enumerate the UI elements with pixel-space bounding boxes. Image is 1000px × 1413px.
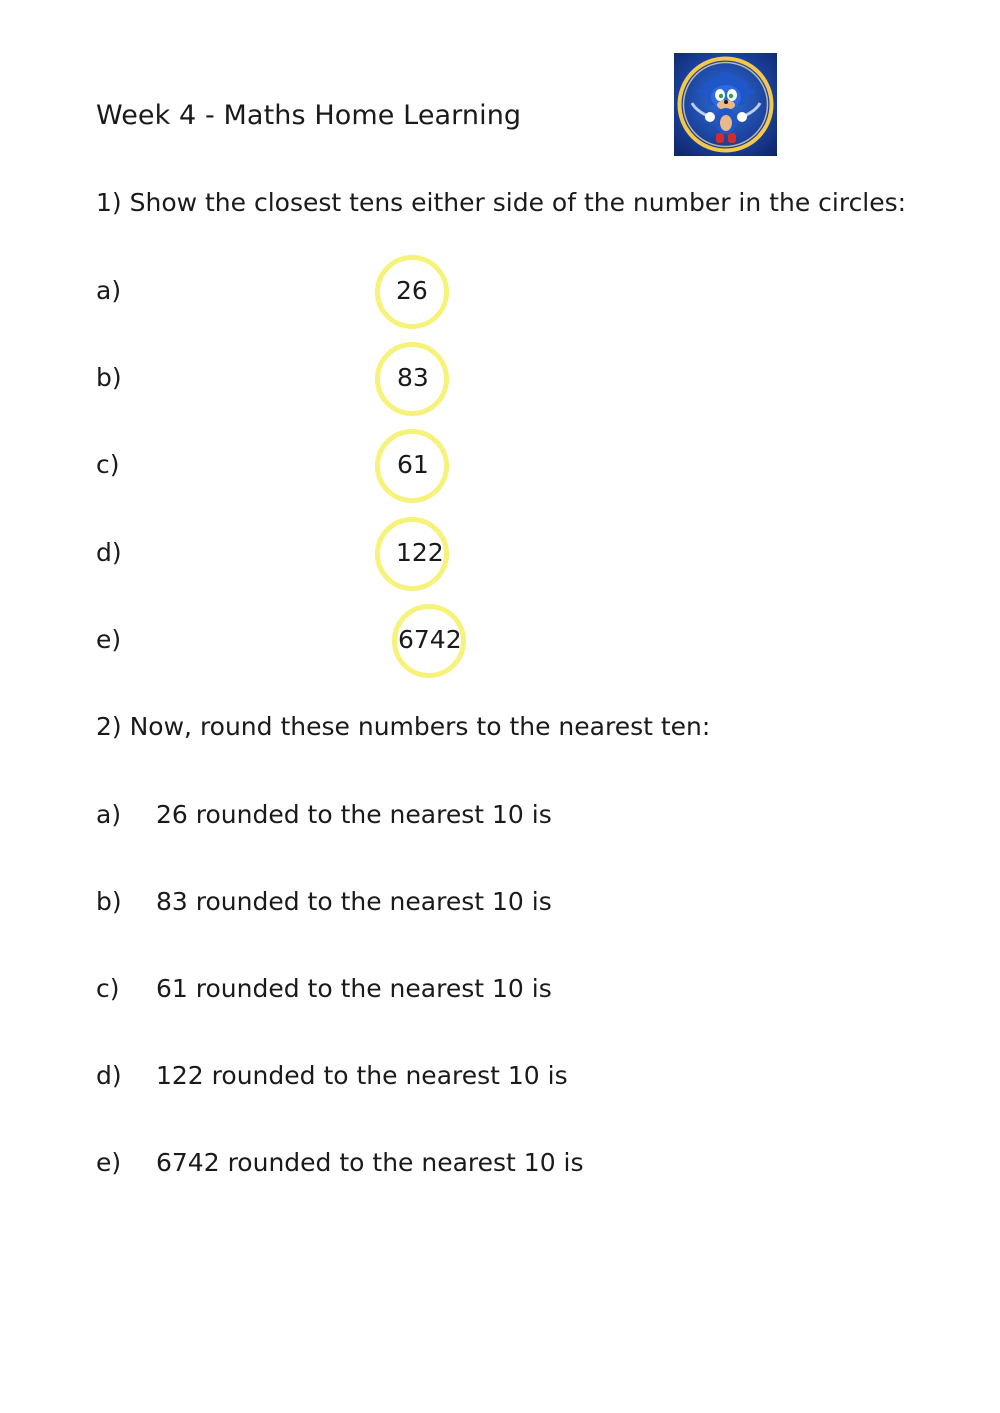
q2-text-e: 6742 rounded to the nearest 10 is: [156, 1148, 584, 1177]
hedgehog-character-icon: [674, 53, 777, 156]
circle-number-e: 6742: [398, 625, 462, 654]
question-1-prompt: 1) Show the closest tens either side of the number in the circles:: [96, 188, 907, 217]
q1-label-b: b): [96, 363, 122, 392]
q2-text-d: 122 rounded to the nearest 10 is: [156, 1061, 568, 1090]
q2-label-e: e): [96, 1148, 122, 1177]
circle-number-c: 61: [397, 450, 429, 479]
circle-number-a: 26: [396, 276, 428, 305]
q1-label-e: e): [96, 625, 122, 654]
circle-number-d: 122: [396, 538, 444, 567]
q1-label-c: c): [96, 450, 120, 479]
circle-number-b: 83: [397, 363, 429, 392]
q1-label-d: d): [96, 538, 122, 567]
q2-label-b: b): [96, 887, 122, 916]
logo-illustration: [674, 53, 777, 156]
q2-text-c: 61 rounded to the nearest 10 is: [156, 974, 552, 1003]
q1-label-a: a): [96, 276, 122, 305]
q2-label-d: d): [96, 1061, 122, 1090]
q2-label-a: a): [96, 800, 122, 829]
page-title: Week 4 - Maths Home Learning: [96, 100, 522, 131]
q2-text-b: 83 rounded to the nearest 10 is: [156, 887, 552, 916]
q2-label-c: c): [96, 974, 120, 1003]
q2-text-a: 26 rounded to the nearest 10 is: [156, 800, 552, 829]
question-2-prompt: 2) Now, round these numbers to the nearest ten:: [96, 712, 711, 741]
